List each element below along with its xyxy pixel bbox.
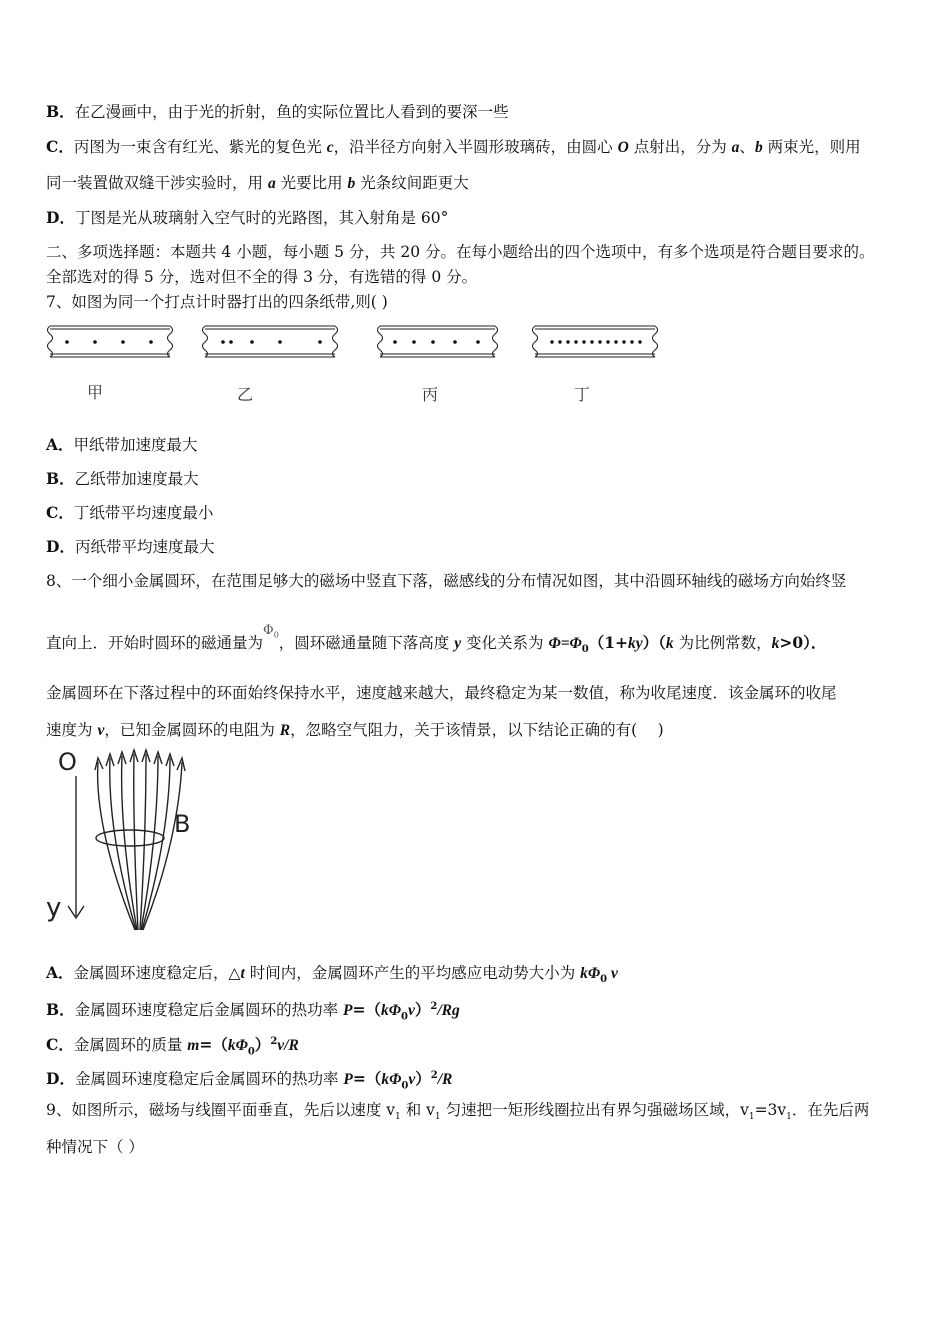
var: P [343, 1002, 353, 1020]
option-text: 乙纸带加速度最大 [74, 470, 199, 488]
var: a [267, 175, 276, 192]
q7-option-c [46, 502, 213, 524]
var: y [454, 635, 462, 652]
option-text: 丁纸带平均速度最小 [73, 504, 214, 522]
text: 1 [395, 1112, 401, 1123]
text: 直向上．开始时圆环的磁通量为 [46, 634, 264, 652]
text: / [437, 1002, 442, 1020]
text: ，圆环磁通量随下落高度 [278, 634, 455, 652]
var: v [277, 1037, 285, 1055]
text: ） [254, 1035, 271, 1055]
var: ky [628, 635, 643, 652]
field-b-label: B [174, 810, 191, 838]
q8-field-figure [40, 748, 210, 934]
option-text: 丁图是光从玻璃射入空气时的光路图，其入射角是 60° [74, 209, 449, 227]
var: b [754, 139, 763, 156]
var: P [343, 1071, 353, 1089]
q8-stem-line3: 金属圆环在下落过程中的环面始终保持水平，速度越来越大，最终稳定为某一数值，称为收尾速度．该金属环的收尾 [46, 684, 837, 702]
q7-option-b [46, 468, 199, 490]
formula: kΦ [580, 965, 601, 982]
text: ，沿半径方向射入半圆形玻璃砖，由圆心 [333, 138, 618, 156]
q8-option-b [46, 996, 460, 1028]
option-text: 丙纸带平均速度最大 [74, 538, 215, 556]
var: t [240, 965, 245, 982]
var: c [326, 139, 334, 156]
text: / [284, 1037, 289, 1055]
text: 1 [434, 1112, 441, 1123]
formula: kΦ [227, 1037, 248, 1055]
text: Φ [263, 623, 274, 638]
option-b-prev [46, 101, 509, 123]
formula: kΦ [381, 1002, 401, 1020]
text: =（ [352, 1069, 382, 1089]
q9-stem-line2: 种情况下（ ） [46, 1138, 144, 1156]
formula: v [607, 965, 618, 982]
text: 金属圆环速度稳定后金属圆环的热功率 [74, 1070, 344, 1089]
formula: Φ=Φ [548, 635, 582, 652]
option-letter: A． [46, 963, 74, 982]
text: =（ [199, 1035, 228, 1055]
option-text: 甲纸带加速度最大 [73, 436, 198, 454]
var: v [408, 1071, 416, 1089]
section-header-line2: 全部选对的得 5 分，选对但不全的得 3 分，有选错的得 0 分。 [46, 268, 478, 286]
q8-stem-line1: 8、一个细小金属圆环，在范围足够大的磁场中竖直下落，磁感线的分布情况如图，其中沿圆环轴线的磁场方向始终竖 [46, 572, 847, 590]
text: 同一装置做双缝干涉实验时，用 [46, 174, 268, 192]
option-letter: B． [46, 102, 75, 121]
var: Rg [441, 1002, 460, 1020]
q8-stem-line2 [46, 623, 827, 661]
var: R [279, 722, 291, 739]
text: ，已知金属圆环的电阻为 [104, 721, 280, 739]
text: ．在先后两 [791, 1101, 870, 1119]
option-letter: D． [46, 208, 75, 227]
text: （1+ [588, 633, 629, 652]
var: v [97, 722, 105, 739]
text: 0 [401, 1011, 408, 1023]
var: v [407, 1002, 415, 1020]
text: 为比例常数， [673, 634, 772, 652]
var: k [665, 635, 674, 652]
text: 匀速把一矩形线圈拉出有界匀强磁场区域，v [440, 1101, 749, 1119]
text: 1 [748, 1112, 755, 1123]
q7-option-a [46, 434, 198, 456]
option-c-prev-line1 [46, 136, 861, 159]
q7-option-d [46, 536, 214, 558]
phi0-symbol [263, 623, 279, 638]
q7-stem: 7、如图为同一个打点计时器打出的四条纸带,则( ) [46, 293, 388, 311]
text: 丙图为一束含有红光、紫光的复色光 [73, 138, 327, 156]
text: 金属圆环的质量 [73, 1036, 188, 1055]
text: 变化关系为 [461, 634, 549, 652]
section-header-line1: 二、多项选择题：本题共 4 小题，每小题 5 分，共 20 分。在每小题给出的四个选项中，有多个选项是符合题目要求的。 [46, 243, 875, 261]
text: 0 [247, 1046, 255, 1058]
var: O [617, 139, 629, 156]
text: 9、如图所示，磁场与线圈平面垂直，先后以速度 v [46, 1101, 396, 1119]
option-letter: D． [46, 1069, 75, 1089]
option-letter: A． [46, 435, 74, 454]
tape-label: 丙 [422, 385, 439, 404]
var: a [731, 139, 740, 156]
option-c-prev-line2 [46, 172, 469, 195]
var: R [288, 1037, 299, 1055]
option-letter: C． [46, 1035, 74, 1055]
text: =3v [754, 1101, 787, 1119]
text: 光要比用 [275, 174, 348, 192]
var: m [187, 1037, 200, 1055]
text: 0 [273, 630, 279, 640]
q8-option-a [46, 962, 618, 991]
text: 0 [600, 974, 608, 986]
text: 点射出，分为 [628, 138, 732, 156]
text: 2 [430, 1070, 438, 1081]
option-letter: B． [46, 469, 75, 488]
text: >0）． [779, 633, 827, 652]
option-letter: D． [46, 537, 75, 556]
text: 、 [739, 138, 755, 156]
var: b [347, 175, 356, 192]
var: k [771, 635, 780, 652]
text: 2 [430, 1001, 438, 1012]
tape-label: 乙 [237, 385, 254, 404]
tape-label: 丁 [574, 385, 591, 404]
q8-option-d [46, 1065, 452, 1097]
text: 时间内，金属圆环产生的平均感应电动势大小为 [244, 964, 581, 982]
option-letter: C． [46, 503, 74, 522]
text: ） [414, 1000, 431, 1020]
q8-stem-line4 [46, 719, 664, 742]
text: 0 [401, 1080, 409, 1092]
text: 金属圆环速度稳定后金属圆环的热功率 [74, 1001, 344, 1020]
text: / [437, 1071, 442, 1089]
text: ）（ [642, 633, 666, 652]
text: 光条纹间距更大 [355, 174, 469, 192]
tape-label: 甲 [87, 383, 104, 402]
text: 2 [270, 1036, 278, 1047]
text: 金属圆环速度稳定后，△ [73, 964, 241, 982]
text: 0 [581, 644, 589, 656]
q7-tape-figure [40, 318, 680, 410]
text: 和 v [400, 1101, 435, 1119]
option-letter: B． [46, 1000, 75, 1020]
text: 速度为 [46, 721, 98, 739]
axis-y-label: y [46, 893, 62, 923]
option-d-prev [46, 207, 448, 229]
text: ） [415, 1069, 431, 1089]
q8-option-c [46, 1031, 299, 1063]
text: 1 [786, 1112, 792, 1123]
text: =（ [352, 1000, 382, 1020]
formula: kΦ [381, 1071, 402, 1089]
option-text: 在乙漫画中，由于光的折射，鱼的实际位置比人看到的要深一些 [74, 103, 509, 121]
var: R [442, 1071, 453, 1089]
option-letter: C． [46, 137, 74, 156]
text: 两束光，则用 [762, 138, 861, 156]
q9-stem-line1 [46, 1099, 869, 1128]
axis-origin-label: O [58, 748, 77, 776]
text: ，忽略空气阻力，关于该情景，以下结论正确的有( ) [290, 721, 664, 739]
